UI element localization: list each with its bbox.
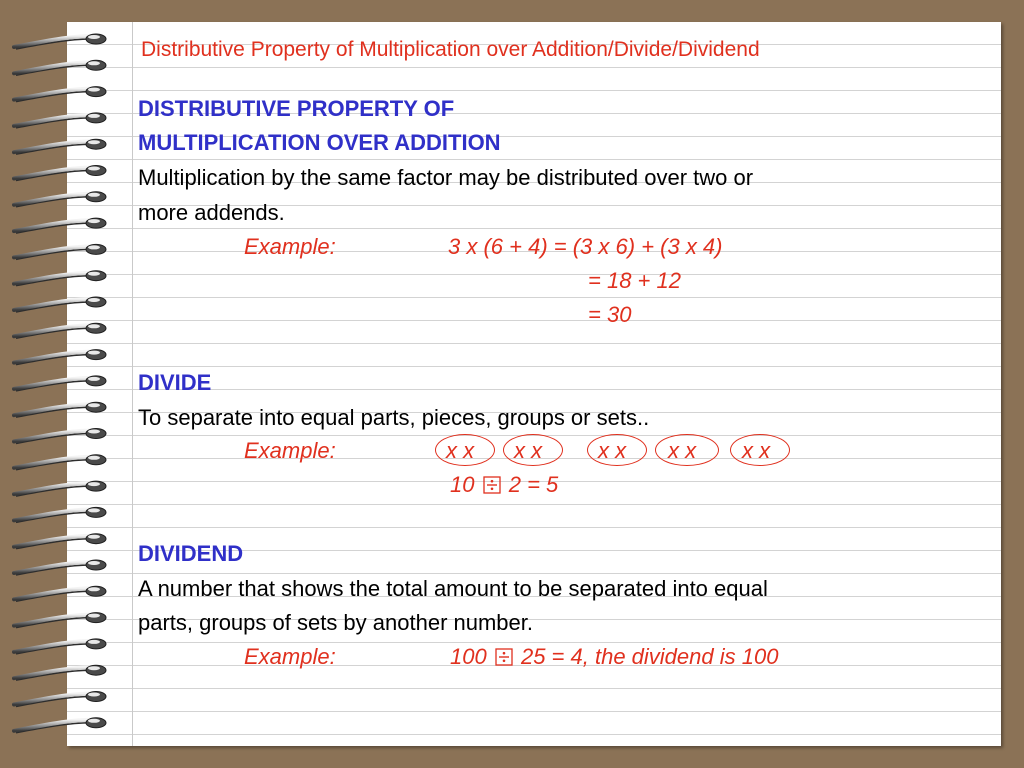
group-4: x x — [668, 438, 697, 463]
group-2: x x — [514, 438, 543, 463]
spiral-coil — [14, 244, 106, 259]
definition-dividend-line-1: A number that shows the total amount to be separated into equal — [138, 576, 768, 601]
group-5: x x — [742, 438, 771, 463]
equation-divide — [450, 472, 558, 498]
spiral-coil — [14, 613, 106, 628]
spiral-coil — [14, 113, 106, 128]
page-title: Distributive Property of Multiplication over Addition/Divide/Dividend — [141, 38, 760, 61]
spiral-coil — [14, 560, 106, 575]
example-label-distributive: Example: — [244, 234, 336, 259]
definition-distributive-line-2: more addends. — [138, 200, 285, 225]
spiral-coil — [14, 60, 106, 75]
equation-dividend — [450, 644, 778, 670]
spiral-coil — [14, 87, 106, 102]
spiral-binding-icon — [0, 22, 120, 746]
spiral-coil — [14, 481, 106, 496]
spiral-coil — [14, 692, 106, 707]
spiral-coil — [14, 323, 106, 338]
spiral-coil — [14, 34, 106, 49]
spiral-coil — [14, 166, 106, 181]
example-label-dividend: Example: — [244, 644, 336, 669]
equation-dividend-left: 100 — [450, 644, 487, 669]
spiral-coil — [14, 639, 106, 654]
margin-line — [132, 22, 133, 746]
definition-dividend-line-2: parts, groups of sets by another number. — [138, 610, 534, 635]
spiral-coil — [14, 218, 106, 233]
group-3: x x — [598, 438, 627, 463]
spiral-coil — [14, 586, 106, 601]
spiral-coil — [14, 507, 106, 522]
spiral-coil — [14, 271, 106, 286]
heading-distributive-line-1: DISTRIBUTIVE PROPERTY OF — [138, 96, 455, 121]
division-sign-icon — [483, 474, 501, 492]
equation-divide-left: 10 — [450, 472, 475, 497]
division-sign-icon — [495, 646, 513, 664]
spiral-coil — [14, 718, 106, 733]
example-distributive-line-3: = 30 — [588, 302, 632, 327]
example-distributive-line-1: 3 x (6 + 4) = (3 x 6) + (3 x 4) — [448, 234, 723, 259]
heading-dividend: DIVIDEND — [138, 541, 244, 566]
equation-divide-right: 2 = 5 — [508, 472, 559, 497]
spiral-coil — [14, 665, 106, 680]
spiral-coil — [14, 297, 106, 312]
spiral-coil — [14, 455, 106, 470]
group-1: x x — [446, 438, 475, 463]
spiral-coil — [14, 429, 106, 444]
heading-divide: DIVIDE — [138, 370, 212, 395]
heading-distributive-line-2: MULTIPLICATION OVER ADDITION — [138, 130, 501, 155]
spiral-coil — [14, 350, 106, 365]
spiral-coil — [14, 139, 106, 154]
spiral-coil — [14, 402, 106, 417]
spiral-coil — [14, 534, 106, 549]
definition-distributive-line-1: Multiplication by the same factor may be distributed over two or — [138, 165, 754, 190]
example-distributive-line-2: = 18 + 12 — [588, 268, 681, 293]
spiral-coil — [14, 192, 106, 207]
equation-dividend-right: 25 = 4, the dividend is 100 — [520, 644, 779, 669]
spiral-coil — [14, 376, 106, 391]
example-label-divide: Example: — [244, 438, 336, 463]
definition-divide: To separate into equal parts, pieces, groups or sets.. — [138, 405, 650, 430]
